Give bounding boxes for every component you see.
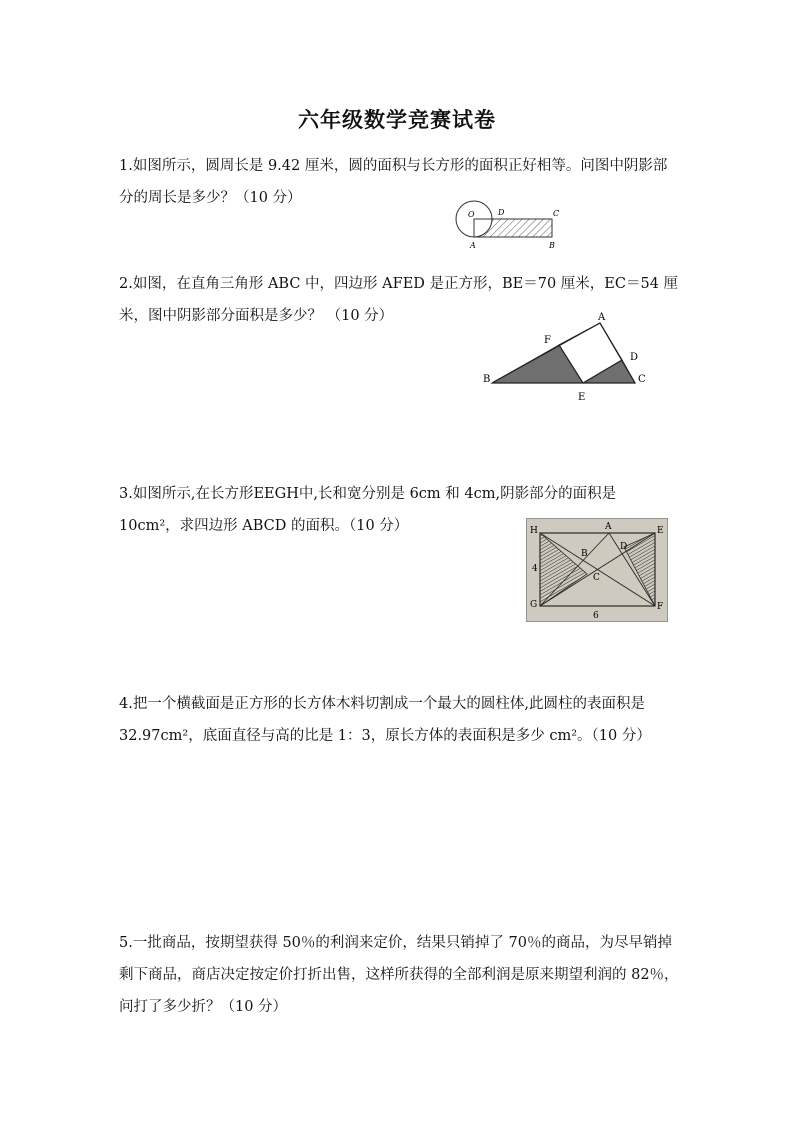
label-c: C bbox=[638, 374, 646, 385]
label-b: B bbox=[581, 549, 588, 559]
question-number: 5. bbox=[119, 935, 133, 951]
question-text: 一批商品，按期望获得 50％的利润来定价，结果只销掉了 70％的商品，为尽早销掉剩下商品，商店决定按定价打折出售，这样所获得的全部利润是原来期望利润的 82％，问打了多少折？（10 分） bbox=[119, 935, 679, 1015]
label-f: F bbox=[544, 335, 551, 346]
label-a: A bbox=[605, 522, 612, 532]
question-number: 3. bbox=[119, 486, 133, 502]
label-h: H bbox=[530, 526, 538, 536]
question-1 bbox=[119, 150, 679, 214]
question-4 bbox=[119, 688, 679, 752]
shaded-triangle-right bbox=[624, 533, 655, 606]
page-title: 六年级数学竞赛试卷 bbox=[298, 107, 496, 132]
question-text: 如图所示，圆周长是 9.42 厘米，圆的面积与长方形的面积正好相等。问图中阴影部分的周长是多少？（10 分） bbox=[119, 158, 668, 206]
shaded-region bbox=[474, 219, 552, 237]
label-d: D bbox=[620, 542, 628, 552]
question-text: 把一个横截面是正方形的长方体木料切割成一个最大的圆柱体,此圆柱的表面积是 32.97cm²，底面直径与高的比是 1：3，原长方体的表面积是多少 cm²。（10 分） bbox=[119, 696, 651, 744]
label-d: D bbox=[498, 208, 505, 217]
label-c: C bbox=[553, 209, 560, 218]
question-number: 4. bbox=[119, 696, 133, 712]
label-e: E bbox=[578, 392, 586, 403]
label-a: A bbox=[598, 312, 606, 323]
label-a: A bbox=[470, 241, 476, 250]
figure-rectangle-eegh bbox=[526, 518, 668, 622]
figure-right-triangle bbox=[480, 305, 655, 405]
label-g: G bbox=[530, 600, 538, 610]
question-number: 2. bbox=[119, 276, 133, 292]
label-b: B bbox=[483, 374, 491, 385]
label-6: 6 bbox=[593, 611, 599, 621]
label-d: D bbox=[630, 352, 639, 363]
question-number: 1. bbox=[119, 158, 133, 174]
label-e: E bbox=[657, 526, 664, 536]
figure-circle-rectangle bbox=[453, 196, 568, 252]
label-b: B bbox=[549, 241, 555, 250]
label-c: C bbox=[593, 573, 600, 583]
shaded-triangle-left bbox=[540, 533, 587, 606]
question-text: 如图，在直角三角形 ABC 中，四边形 AFED 是正方形，BE＝70 厘米，EC＝54 厘米，图中阴影部分面积是多少？ （10 分） bbox=[119, 276, 679, 324]
label-4: 4 bbox=[532, 564, 538, 574]
question-text: 如图所示,在长方形EEGH中,长和宽分别是 6cm 和 4cm,阴影部分的面积是 10cm²，求四边形 ABCD 的面积。（10 分） bbox=[119, 486, 617, 534]
label-o: O bbox=[468, 210, 475, 219]
question-5 bbox=[119, 927, 679, 1023]
label-f: F bbox=[657, 602, 664, 612]
